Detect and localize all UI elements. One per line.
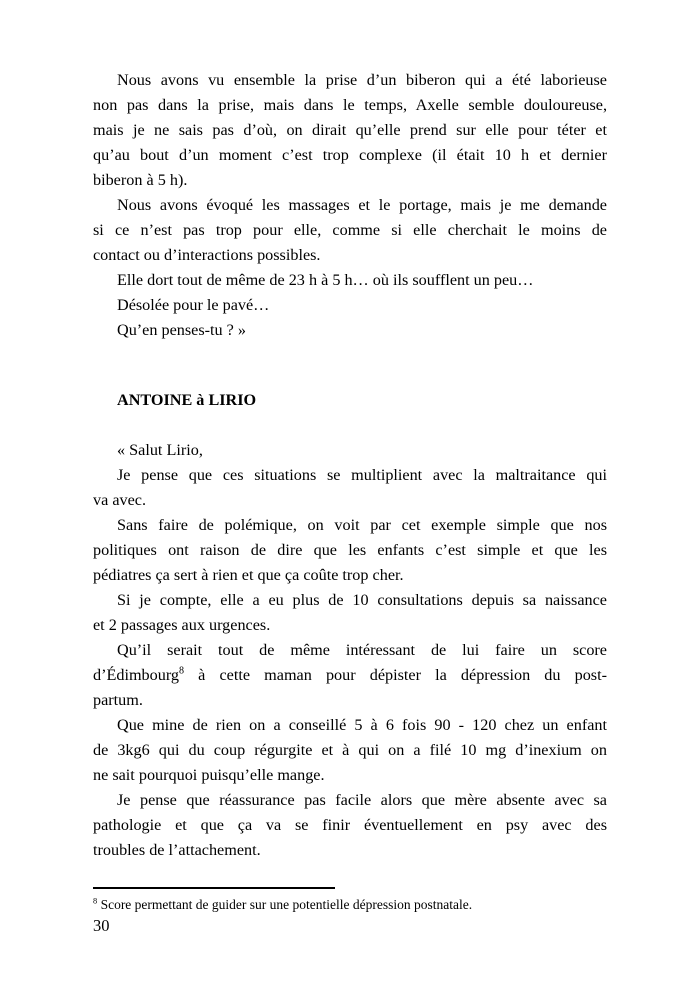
text-column [93, 68, 607, 863]
body-line: Désolée pour le pavé… [117, 296, 270, 314]
body-line: non pas dans la prise, mais dans le temps, Axelle semble douloureuse, [93, 96, 607, 114]
body-line: mais je ne sais pas d’où, on dirait qu’elle prend sur elle pour téter et [93, 121, 607, 139]
body-text-segment: à cette maman pour dépister la dépression du post- [184, 666, 607, 684]
body-line: pathologie et que ça va se finir éventuellement en psy avec des [93, 816, 607, 834]
body-line: va avec. [93, 491, 147, 509]
footnote-text: Score permettant de guider sur une potentielle dépression postnatale. [97, 897, 473, 912]
body-text-segment: d’Édimbourg [93, 666, 180, 684]
body-line: Si je compte, elle a eu plus de 10 consultations depuis sa naissance [117, 591, 607, 609]
body-line: troubles de l’attachement. [93, 841, 261, 859]
body-line: de 3kg6 qui du coup régurgite et à qui on a filé 10 mg d’inexium on [93, 741, 607, 759]
body-line [93, 663, 607, 688]
section-heading: ANTOINE à LIRIO [117, 391, 257, 409]
body-line: Que mine de rien on a conseillé 5 à 6 fois 90 - 120 chez un enfant [117, 716, 607, 734]
body-line: « Salut Lirio, [117, 441, 203, 459]
footnote-separator-rule [93, 887, 335, 889]
body-line: Je pense que ces situations se multiplient avec la maltraitance qui [117, 466, 607, 484]
body-line: qu’au bout d’un moment c’est trop complexe (il était 10 h et dernier [93, 146, 607, 164]
body-line: ne sait pourquoi puisqu’elle mange. [93, 766, 325, 784]
body-line: et 2 passages aux urgences. [93, 616, 271, 634]
body-line: Qu’en penses-tu ? » [117, 321, 247, 339]
body-line: politiques ont raison de dire que les enfants c’est simple et que les [93, 541, 607, 559]
body-line: Elle dort tout de même de 23 h à 5 h… où ils soufflent un peu… [117, 271, 534, 289]
body-line: Nous avons vu ensemble la prise d’un biberon qui a été laborieuse [117, 71, 607, 89]
body-line: Je pense que réassurance pas facile alors que mère absente avec sa [117, 791, 607, 809]
body-line: contact ou d’interactions possibles. [93, 246, 321, 264]
body-line: partum. [93, 691, 143, 709]
vertical-spacer [93, 343, 607, 388]
body-line: Sans faire de polémique, on voit par cet exemple simple que nos [117, 516, 607, 534]
body-line: si ce n’est pas trop pour elle, comme si elle cherchait le moins de [93, 221, 607, 239]
footnote [93, 895, 607, 914]
body-line: Nous avons évoqué les massages et le portage, mais je me demande [117, 196, 607, 214]
footnote-marker: 8 [93, 896, 98, 906]
body-line: biberon à 5 h). [93, 171, 188, 189]
body-line: pédiatres ça sert à rien et que ça coûte trop cher. [93, 566, 404, 584]
page-number: 30 [93, 916, 110, 935]
body-line: Qu’il serait tout de même intéressant de lui faire un score [117, 641, 607, 659]
vertical-spacer [93, 413, 607, 438]
footnote-reference: 8 [179, 665, 185, 677]
